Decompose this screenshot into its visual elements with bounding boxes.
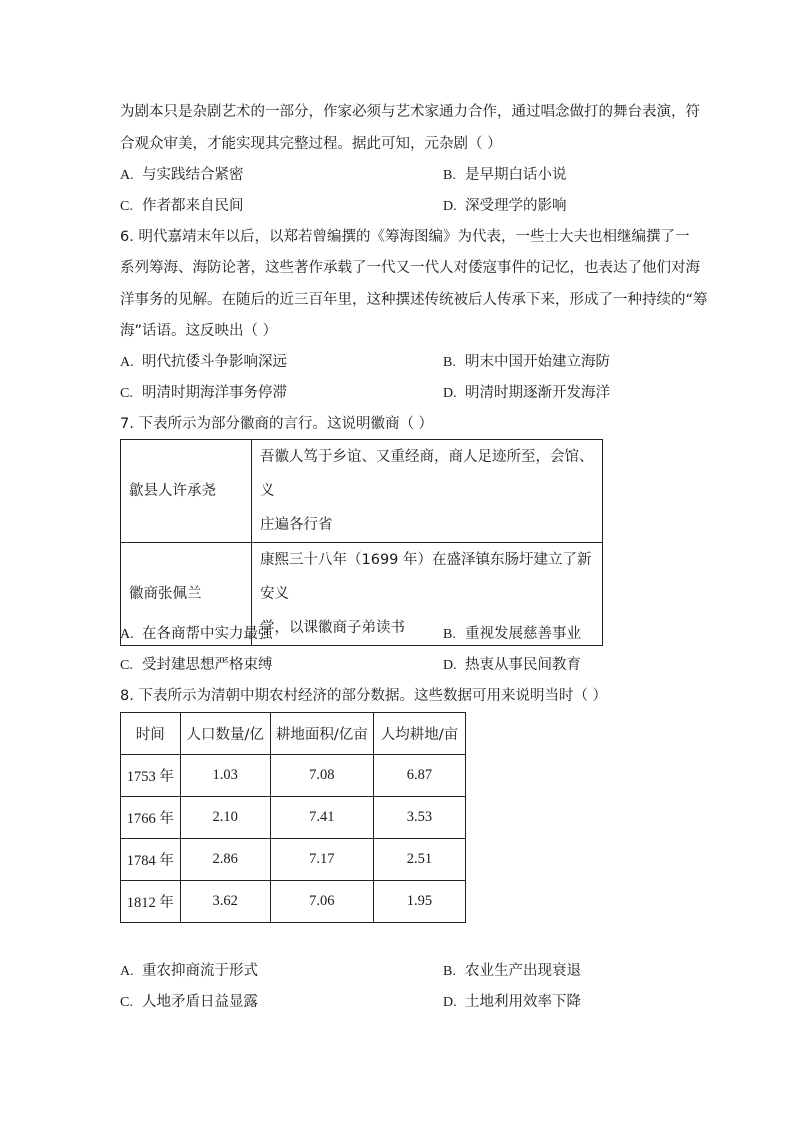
table-header-row — [121, 713, 466, 755]
q8-cell-farmland: 7.17 — [270, 839, 373, 881]
q7-stem: 7. 下表所示为部分徽商的言行。这说明徽商（ ） — [120, 416, 434, 432]
q7-option-b[interactable] — [443, 624, 581, 645]
option-text: 重农抑商流于形式 — [142, 963, 258, 979]
q8-cell-farmland: 7.08 — [270, 755, 373, 797]
option-letter: B. — [443, 964, 456, 979]
q8-cell-farmland: 7.06 — [270, 881, 373, 923]
q6-option-b[interactable] — [443, 352, 610, 373]
option-text: 明清时期逐渐开发海洋 — [465, 385, 610, 401]
q8-cell-year: 1753 年 — [121, 755, 181, 797]
q6-option-c[interactable] — [120, 383, 287, 404]
q7-table-person: 歙县人许承尧 — [121, 440, 252, 543]
q7-table-quote-line-1: 吾徽人笃于乡谊、又重经商，商人足迹所至，会馆、义 — [260, 449, 594, 499]
option-letter: B. — [443, 355, 456, 370]
q8-option-b[interactable] — [443, 961, 581, 982]
q8-option-a[interactable] — [120, 961, 258, 982]
q8-header-per-capita: 人均耕地/亩 — [373, 713, 465, 755]
q8-option-d[interactable] — [443, 992, 581, 1013]
q5-option-a[interactable] — [120, 165, 244, 186]
option-text: 作者都来自民间 — [142, 198, 244, 214]
q8-cell-year: 1766 年 — [121, 797, 181, 839]
option-letter: B. — [443, 627, 456, 642]
q8-cell-population: 2.10 — [180, 797, 270, 839]
q5-stem-line-1: 为剧本只是杂剧艺术的一部分，作家必须与艺术家通力合作，通过唱念做打的舞台表演，符 — [120, 104, 700, 120]
option-text: 受封建思想严格束缚 — [142, 657, 273, 673]
q7-table-quote — [252, 440, 603, 543]
option-text: 是早期白话小说 — [465, 167, 567, 183]
q8-table — [120, 712, 466, 923]
option-text: 明代抗倭斗争影响深远 — [142, 354, 287, 370]
option-letter: A. — [120, 964, 134, 979]
option-letter: C. — [120, 658, 133, 673]
q8-cell-per-capita: 2.51 — [373, 839, 465, 881]
table-row — [121, 797, 466, 839]
option-text: 在各商帮中实力最强 — [142, 626, 273, 642]
q7-table-quote-line-2: 学，以课徽商子弟读书 — [260, 620, 405, 636]
q6-option-d[interactable] — [443, 383, 610, 404]
q7-table-quote-line-1: 康熙三十八年（1699 年）在盛泽镇东肠圩建立了新安义 — [260, 552, 592, 602]
table-row — [121, 440, 603, 543]
option-text: 农业生产出现衰退 — [465, 963, 581, 979]
option-text: 人地矛盾日益显露 — [142, 994, 258, 1010]
q8-stem: 8. 下表所示为清朝中期农村经济的部分数据。这些数据可用来说明当时（ ） — [120, 688, 608, 704]
q7-table — [120, 439, 603, 646]
q6-stem-line-1: 6. 明代嘉靖末年以后，以郑若曾编撰的《筹海图编》为代表，一些士大夫也相继编撰了一 — [120, 229, 690, 245]
option-letter: B. — [443, 168, 456, 183]
q5-option-c[interactable] — [120, 196, 244, 217]
q6-stem-line-2: 系列筹海、海防论著，这些著作承载了一代又一代人对倭寇事件的记忆，也表达了他们对海 — [120, 260, 700, 276]
q5-stem-line-2: 合观众审美，才能实现其完整过程。据此可知，元杂剧（ ） — [120, 136, 502, 152]
q8-cell-per-capita: 6.87 — [373, 755, 465, 797]
q8-header-population: 人口数量/亿 — [180, 713, 270, 755]
option-text: 热衷从事民间教育 — [465, 657, 581, 673]
q8-cell-per-capita: 1.95 — [373, 881, 465, 923]
option-letter: A. — [120, 355, 134, 370]
option-letter: D. — [443, 995, 457, 1010]
option-text: 明末中国开始建立海防 — [465, 354, 610, 370]
q8-header-farmland: 耕地面积/亿亩 — [270, 713, 373, 755]
q7-option-d[interactable] — [443, 655, 581, 676]
option-letter: A. — [120, 627, 134, 642]
q6-option-a[interactable] — [120, 352, 287, 373]
q8-cell-farmland: 7.41 — [270, 797, 373, 839]
q8-cell-population: 1.03 — [180, 755, 270, 797]
q7-table-quote-line-2: 庄遍各行省 — [260, 517, 333, 533]
option-letter: C. — [120, 386, 133, 401]
q6-stem-line-3: 洋事务的见解。在随后的近三百年里，这种撰述传统被后人传承下来，形成了一种持续的“筹 — [120, 292, 708, 308]
q8-cell-year: 1812 年 — [121, 881, 181, 923]
q8-header-year: 时间 — [121, 713, 181, 755]
option-letter: C. — [120, 995, 133, 1010]
q7-option-a[interactable] — [120, 624, 273, 645]
table-row — [121, 755, 466, 797]
option-text: 重视发展慈善事业 — [465, 626, 581, 642]
table-row — [121, 839, 466, 881]
q8-cell-population: 2.86 — [180, 839, 270, 881]
option-text: 与实践结合紧密 — [142, 167, 244, 183]
q8-option-c[interactable] — [120, 992, 258, 1013]
option-letter: D. — [443, 386, 457, 401]
q6-stem-line-4: 海”话语。这反映出（ ） — [120, 323, 278, 339]
option-text: 深受理学的影响 — [465, 198, 567, 214]
table-row — [121, 881, 466, 923]
q7-option-c[interactable] — [120, 655, 273, 676]
q5-option-d[interactable] — [443, 196, 567, 217]
q8-cell-year: 1784 年 — [121, 839, 181, 881]
option-letter: D. — [443, 658, 457, 673]
q7-table-person: 徽商张佩兰 — [121, 543, 252, 646]
q5-option-b[interactable] — [443, 165, 567, 186]
option-letter: D. — [443, 199, 457, 214]
option-text: 土地利用效率下降 — [465, 994, 581, 1010]
option-text: 明清时期海洋事务停滞 — [142, 385, 287, 401]
q8-cell-population: 3.62 — [180, 881, 270, 923]
q8-cell-per-capita: 3.53 — [373, 797, 465, 839]
option-letter: A. — [120, 168, 134, 183]
option-letter: C. — [120, 199, 133, 214]
